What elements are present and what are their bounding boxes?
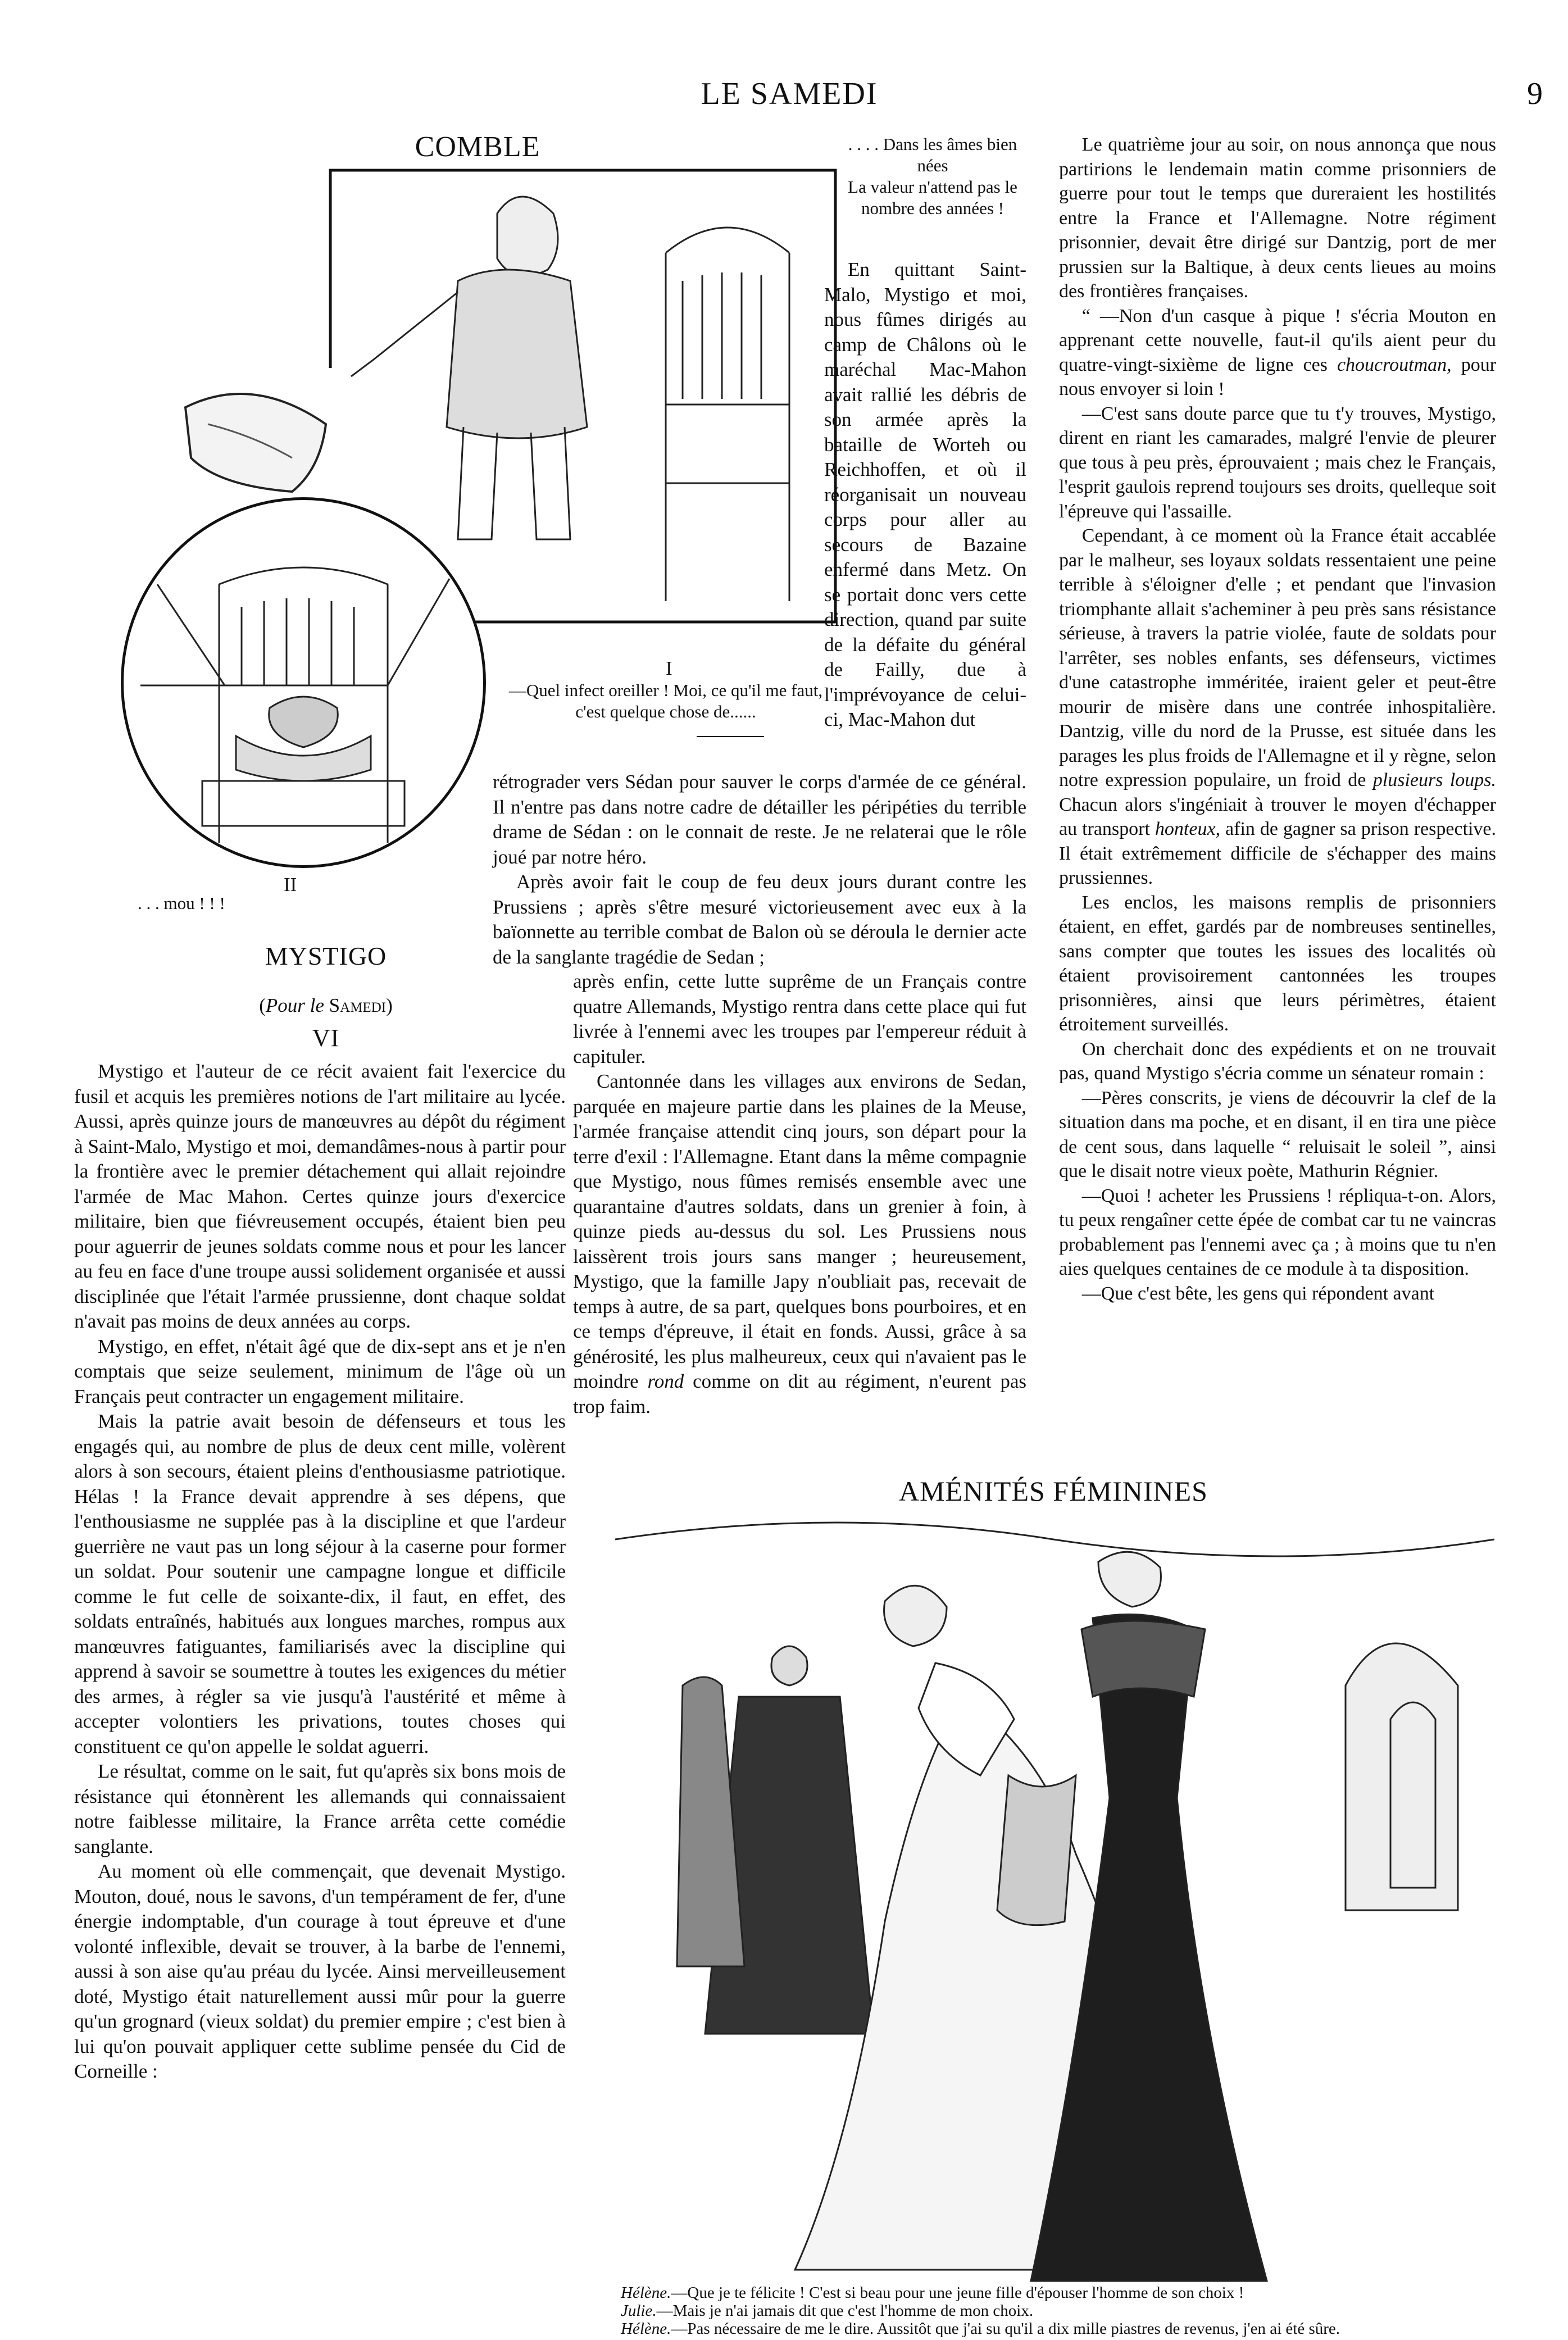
- subtitle-journal: Samedi: [329, 994, 387, 1016]
- middle-wide-text: [493, 770, 1026, 970]
- caption-line-1: Hélène.—Que je te félicite ! C'est si beau pour une jeune fille d'épouser l'homme de son choix !: [621, 2284, 1244, 2302]
- subtitle-pre: Pour le: [265, 994, 324, 1016]
- running-title: LE SAMEDI: [701, 76, 878, 111]
- comble-caption-1: —Quel infect oreiller ! Moi, ce qu'il me faut, c'est quelque chose de......: [508, 680, 823, 721]
- right-p7: —Pères conscrits, je viens de découvrir la clef de la situation dans ma poche, et en disant, il en tira une pièce de cent sous, dans laquelle “ reluisait le soleil ”, ainsi que le disait notre vieux poète, Mathurin Régnier.: [1059, 1087, 1496, 1182]
- chapter-number: VI: [312, 1024, 340, 1052]
- narrow-paragraph: En quittant Saint-Malo, Mystigo et moi, nous fûmes dirigés au camp de Châlons où le maréchal Mac-Mahon avait rallié les débris de son armée après la bataille de Worteh ou Reichhoffen, et où il réorganisait un nouveau corps pour aller au secours de Bazaine enfermé dans Metz. On se portait donc vers cette direction, quand par suite de la défaite du général de Failly, due à l'imprévoyance de celui-ci, Mac-Mahon dut: [824, 258, 1026, 730]
- amenites-illustration: [615, 1517, 1494, 2284]
- comble-pillow: [174, 368, 343, 503]
- right-p6: On cherchait donc des expédients et on ne trouvait pas, quand Mystigo s'écria comme un sénateur romain :: [1059, 1038, 1496, 1084]
- comble-illustration-2: [121, 497, 486, 868]
- right-p4: Cependant, à ce moment où la France était accablée par le malheur, ses loyaux soldats ressentaient une peine terrible à s'éloigner d'elle ; et pendant que l'invasion triomphante allait s'acheminer à peu près sans résistance sérieuse, à travers la patrie violée, faute de soldats pour l'arrêter, ses nobles enfants, ses défenseurs, victimes d'une catastrophe imméritée, iraient geler et peut-être mourir de misère dans une contrée inhospitalière. Dantzig, ville du nord de la Prusse, est située dans les parages les plus froids de l'Allemagne et il y règne, selon notre expression populaire, un froid de plusieurs loups. Chacun alors s'ingéniait à trouver le moyen d'échapper au transport honteux, afin de gagner sa prison respective. Il était extrêmement difficile de s'échapper des mains prussiennes.: [1059, 525, 1497, 888]
- mystigo-title: MYSTIGO: [265, 942, 387, 970]
- cid-quote: . . . . Dans les âmes bien nées La valeur n'attend pas le nombre des années !: [848, 134, 1017, 218]
- mystigo-p3: Mais la patrie avait besoin de défenseurs et tous les engagés qui, au nombre de plus de deux cent mille, volèrent alors à son secours, étaient pleins d'enthousiasme patriotique. Hélas ! la France devait apprendre à ses dépens, que l'enthousiasme ne supplée pas à la discipline et que l'ardeur guerrière ne vaut pas un long séjour à la caserne pour former un soldat. Pour soutenir une campagne longue et difficile comme le fut celle de soixante-dix, il faut, en effet, des soldats entraînés, habitués aux longues marches, rompus aux manœuvres fatiguantes, familiarisés avec la discipline qui apprend à savoir se soumettre à toutes les exigences du métier des armes, à régler sa vie jusqu'à l'austérité et même à accepter volontiers les privations, toutes choses qui constituent ce qu'on appelle le soldat aguerri.: [74, 1410, 566, 1757]
- middle-p3: après enfin, cette lutte suprême de un Français contre quatre Allemands, Mystigo rentra dans cette place qui fut livrée à l'ennemi avec les troupes par l'empereur réduit à capituler.: [573, 970, 1026, 1067]
- middle-p4: Cantonnée dans les villages aux environs de Sedan, parquée en majeure partie dans les plaines de la Meuse, l'armée française attendit cinq jours, son départ pour la terre d'exil : l'Allemagne. Etant dans la même compagnie que Mystigo, nous fûmes remisés ensemble avec une quarantaine d'autres soldats, dans un grenier à foin, à quinze pieds au-dessus du sol. Les Prussiens nous laissèrent trois jours sans manger ; heureusement, Mystigo, que la famille Japy n'oubliait pas, recevait de temps à autre, de sa part, quelques bons pourboires, et en ce temps d'épreuve, il était en fonds. Aussi, grâce à sa générosité, les plus malheureux, ceux qui n'avaient pas le moindre rond comme on dit au régiment, n'eurent pas trop faim.: [573, 1070, 1027, 1417]
- middle-wide-p1: rétrograder vers Sédan pour sauver le corps d'armée de ce général. Il n'entre pas dans notre cadre de détailler les péripéties du terrible drame de Sédan : on le connait de reste. Je ne relaterai que le rôle joué par notre héro.: [493, 771, 1026, 868]
- caption-line-2: Julie.—Mais je n'ai jamais dit que c'est l'homme de mon choix.: [621, 2302, 1034, 2320]
- comble-caption-2-number: II: [284, 874, 297, 896]
- right-p2: “ —Non d'un casque à pique ! s'écria Mouton en apprenant cette nouvelle, faut-il qu'ils aient peur du quatre-vingt-sixième de ligne ces choucroutman, pour nous envoyer si loin !: [1059, 305, 1497, 399]
- right-column-text: [1059, 133, 1496, 1306]
- comble-caption-2: . . . mou ! ! !: [138, 893, 225, 913]
- mystigo-text: [74, 1059, 566, 2084]
- comble-title: COMBLE: [415, 131, 540, 163]
- middle-lower-text: [573, 969, 1026, 1419]
- page-number: 9: [1527, 76, 1543, 111]
- mystigo-p1: Mystigo et l'auteur de ce récit avaient fait l'exercice du fusil et acquis les premières notions de l'art militaire au lycée. Aussi, après quinze jours de manœuvres au dépôt du régiment à Saint-Malo, Mystigo et moi, demandâmes-nous à partir pour la frontière avec le premier détachement qui allait rejoindre l'armée de Mac Mahon. Certes quinze jours d'exercice militaire, bien que fiévreusement occupés, étaient bien peu pour aguerrir de jeunes soldats comme nous et pour les lancer au feu en face d'une troupe aussi solidement organisée et aussi disciplinée que l'était l'armée prussienne, dont chaque soldat n'avait pas moins de deux années au corps.: [74, 1060, 566, 1332]
- right-p8: —Quoi ! acheter les Prussiens ! répliqua-t-on. Alors, tu peux rengaîner cette épée de combat car tu ne vaincras probablement pas l'ennemi avec ça ; à moins que tu n'en aies quelques centaines de ce module à ta disposition.: [1059, 1185, 1496, 1279]
- amenites-title: AMÉNITÉS FÉMININES: [899, 1475, 1208, 1507]
- comble-caption-divider: [697, 736, 764, 737]
- caption-line-3: Hélène.—Pas nécessaire de me le dire. Aussitôt que j'ai su qu'il a dix mille piastres de revenus, j'en ai été sûre.: [621, 2320, 1340, 2338]
- right-p1: Le quatrième jour au soir, on nous annonça que nous partirions le lendemain matin comme prisonniers de guerre pour tout le temps que dureraient les hostilités entre la France et l'Allemagne. Notre régiment prisonnier, devait être dirigé sur Dantzig, port de mer prussien sur la Baltique, à deux cents lieues au moins des frontières françaises.: [1059, 134, 1496, 302]
- mystigo-p4: Le résultat, comme on le sait, fut qu'après six bons mois de résistance qui étonnèrent les allemands qui connaissaient notre faiblesse militaire, la France arrêta cette comédie sanglante.: [74, 1760, 566, 1857]
- right-p5: Les enclos, les maisons remplis de prisonniers étaient, en effet, gardés par de nombreuses sentinelles, sans compter que toutes les issues des localités où étaient provisoirement cantonnées les troupes prisonnières, ainsi que leurs périmètres, étaient étroitement surveillés.: [1059, 892, 1496, 1035]
- right-p3: —C'est sans doute parce que tu t'y trouves, Mystigo, dirent en riant les camarades, malgré l'envie de pleurer que tous à peu près, éprouvaient ; mais chez le Français, l'esprit gaulois reprend toujours ses droits, quelleque soit l'épreuve qui l'assaille.: [1059, 403, 1496, 522]
- right-p9: —Que c'est bête, les gens qui répondent avant: [1081, 1283, 1435, 1304]
- mystigo-p2: Mystigo, en effet, n'était âgé que de dix-sept ans et je n'en comptais que seize seulement, minimum de l'âge où un Français peut contracter un engagement militaire.: [74, 1335, 566, 1407]
- middle-p4-italic: rond: [647, 1370, 684, 1392]
- mystigo-subtitle: (Pour le Samedi): [259, 994, 393, 1016]
- middle-wide-p2: Après avoir fait le coup de feu deux jours durant contre les Prussiens ; après s'être mesuré victorieusement avec eux à la baïonnette au terrible combat de Balon où se déroula le dernier acte de la sanglante tragédie de Sedan ;: [493, 871, 1026, 968]
- mystigo-p5: Au moment où elle commençait, que devenait Mystigo. Mouton, doué, nous le savons, d'un tempérament de fer, d'une énergie indomptable, d'un courage à tout épreuve et d'une volonté inflexible, devait se trouver, à la barbe de l'ennemi, aussi à son aise qu'au préau du lycée. Ainsi merveilleusement doté, Mystigo était naturellement aussi mûr pour la guerre qu'un grognard (vieux soldat) du premier empire ; c'est bien à lui qu'on pouvait appliquer cette sublime pensée du Cid de Corneille :: [74, 1860, 566, 2082]
- comble-caption-1-number: I: [666, 657, 672, 679]
- amenites-caption: [621, 2284, 1494, 2338]
